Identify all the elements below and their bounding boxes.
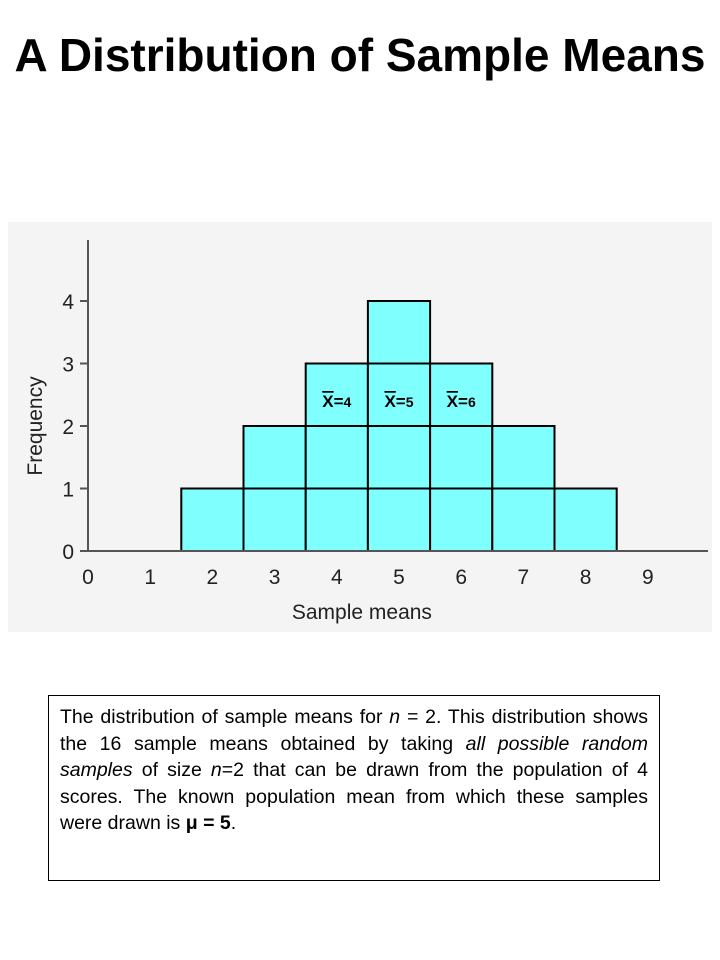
caption-box (48, 695, 660, 881)
x-tick-label-5: 5 (393, 566, 405, 589)
bar-label-4: X=4 (322, 392, 352, 411)
y-axis-title: Frequency (24, 376, 47, 476)
slide-title: A Distribution of Sample Means (14, 29, 706, 81)
y-tick-label-4: 4 (62, 291, 74, 314)
caption-n-2: n (210, 759, 222, 781)
x-axis-title: Sample means (291, 601, 432, 624)
bar-label-6: X=6 (446, 392, 476, 411)
x-tick-label-8: 8 (579, 566, 592, 589)
y-tick-label-2: 2 (62, 416, 74, 439)
x-tick-label-9: 9 (641, 566, 654, 589)
chart-panel (8, 222, 712, 632)
caption-text-4: =2 that can be drawn from the population of 4 scores. The known population mean from which these samples were drawn is (60, 759, 648, 834)
x-tick-label-3: 3 (268, 566, 281, 589)
bar-8 (555, 489, 617, 552)
x-tick-label-1: 1 (144, 566, 157, 589)
bar-2 (181, 489, 243, 552)
caption-mu: μ = 5 (185, 812, 231, 834)
y-tick-label-0: 0 (62, 541, 74, 564)
caption-emphasis: all possible random samples (60, 732, 648, 781)
histogram-chart (8, 222, 712, 632)
x-tick-label-4: 4 (330, 566, 343, 589)
caption-text-5: . (230, 812, 237, 834)
y-tick-label-1: 1 (62, 478, 74, 502)
y-tick-label-3: 3 (62, 353, 74, 377)
caption-text-1: The distribution of sample means for (60, 706, 390, 728)
caption-text-3: of size (132, 759, 211, 781)
x-tick-label-7: 7 (517, 566, 530, 589)
x-tick-label-6: 6 (455, 566, 468, 589)
x-tick-label-2: 2 (206, 566, 219, 589)
caption-text-2: = 2. This distribution shows the 16 sample means obtained by taking (60, 706, 648, 755)
bar-label-5: X=5 (384, 392, 414, 411)
caption-n-1: n (389, 706, 401, 728)
x-tick-label-0: 0 (82, 566, 94, 589)
